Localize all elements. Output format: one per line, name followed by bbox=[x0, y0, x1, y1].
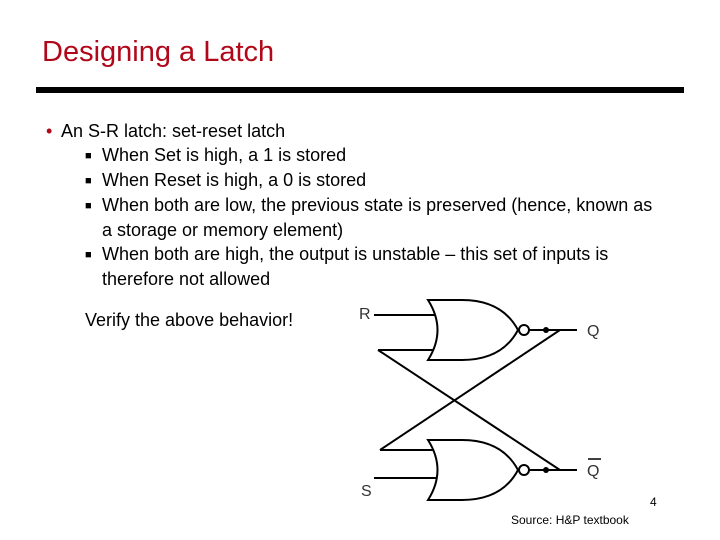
bullet-text: An S-R latch: set-reset latch bbox=[61, 121, 286, 141]
junction-dot-q bbox=[543, 327, 549, 333]
junction-dot-q-bar bbox=[543, 467, 549, 473]
sub-bullet-item bbox=[44, 143, 664, 168]
slide-title: Designing a Latch bbox=[42, 36, 275, 68]
nor-bubble-top bbox=[519, 325, 529, 335]
nor-gate-top bbox=[428, 300, 518, 360]
sr-latch-diagram bbox=[350, 292, 620, 512]
sub-bullet-item bbox=[44, 242, 664, 291]
square-bullet-icon: ■ bbox=[85, 175, 92, 187]
q-label: Q bbox=[587, 323, 600, 340]
bullet-marker: • bbox=[46, 121, 53, 141]
verify-note: Verify the above behavior! bbox=[85, 310, 294, 330]
page-number: 4 bbox=[650, 495, 657, 509]
sub-bullet-text: When both are low, the previous state is preserved (hence, known as a storage or memory element) bbox=[102, 195, 653, 240]
square-bullet-icon: ■ bbox=[85, 200, 92, 212]
sub-bullet-item bbox=[44, 193, 664, 242]
nor-gate-bottom bbox=[428, 440, 518, 500]
q-bar-label: Q bbox=[587, 463, 600, 480]
bullet-item bbox=[44, 119, 664, 143]
s-label: S bbox=[361, 483, 372, 500]
title-divider bbox=[36, 87, 684, 93]
sub-bullet-item bbox=[44, 168, 664, 193]
square-bullet-icon: ■ bbox=[85, 150, 92, 162]
sub-bullet-text: When Set is high, a 1 is stored bbox=[102, 145, 347, 165]
source-credit: Source: H&P textbook bbox=[511, 513, 629, 527]
square-bullet-icon: ■ bbox=[85, 249, 92, 261]
bullet-list bbox=[44, 119, 664, 291]
r-label: R bbox=[359, 306, 371, 323]
sub-bullet-text: When both are high, the output is unstable – this set of inputs is therefore not allowed bbox=[102, 244, 609, 289]
sub-bullet-text: When Reset is high, a 0 is stored bbox=[102, 170, 367, 190]
nor-bubble-bottom bbox=[519, 465, 529, 475]
